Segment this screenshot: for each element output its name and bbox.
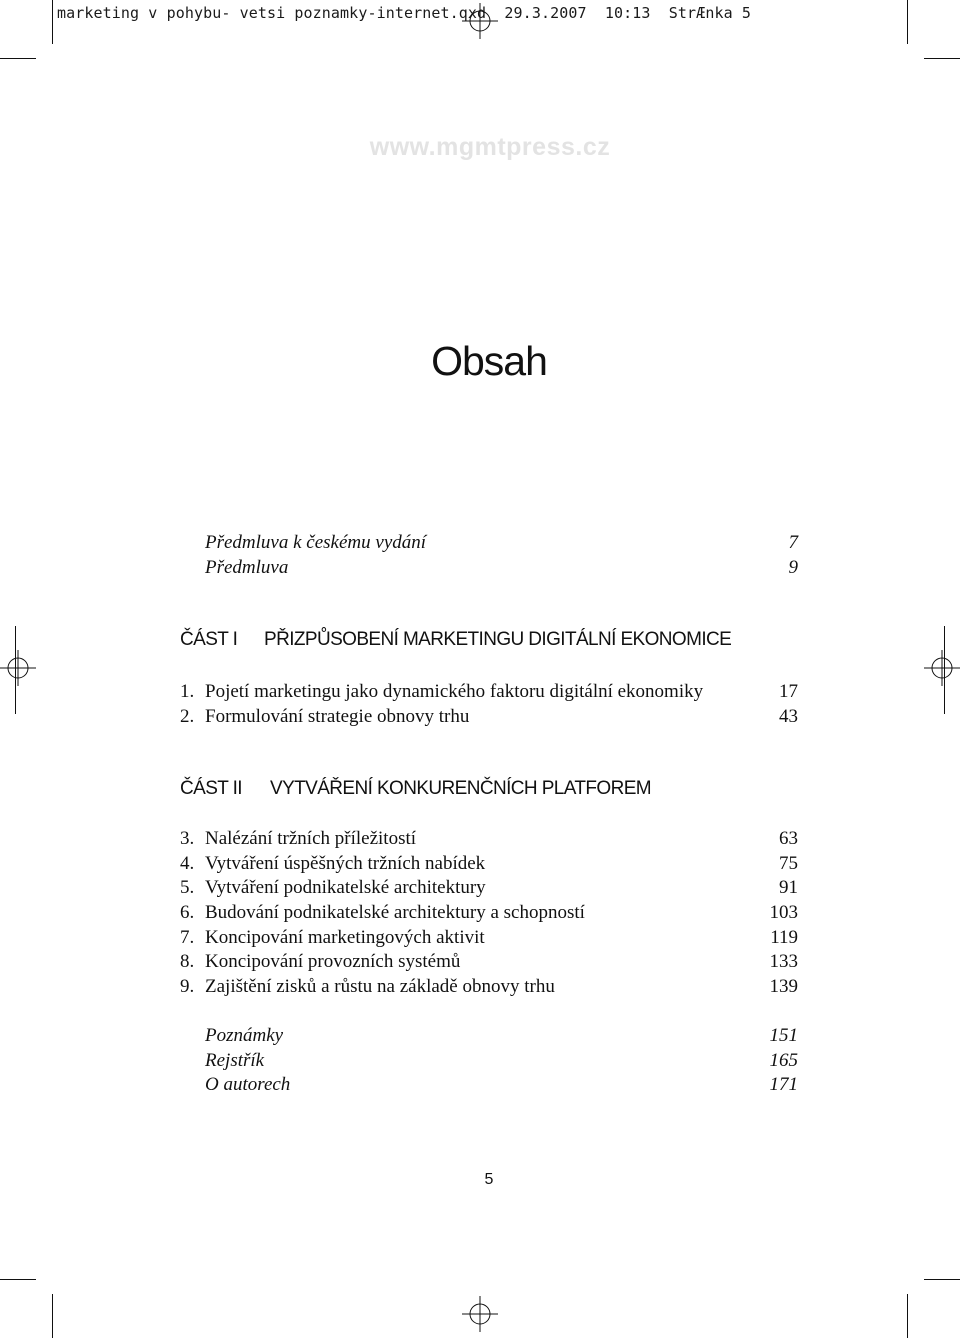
crop-mark [0,58,36,59]
toc-chapter-item [180,926,798,950]
chapter-label: Zajištění zisků a růstu na základě obnovy trhu [205,976,555,997]
slug-time: 10:13 [604,4,651,22]
toc-chapter-item [180,975,798,999]
chapter-page: 17 [779,681,798,702]
part-label: ČÁST I [180,629,238,650]
chapter-page: 103 [769,902,798,923]
registration-mark-icon [924,650,960,686]
registration-mark-icon [0,650,36,686]
chapter-label: Vytváření podnikatelské architektury [205,877,486,898]
toc-back-item [180,1073,798,1097]
toc-chapter-item [180,876,798,900]
watermark-url: www.mgmtpress.cz [369,133,611,161]
page-title: Obsah [431,338,547,384]
toc-item-label: Poznámky [205,1025,284,1046]
toc-item-page: 151 [769,1025,798,1046]
chapter-number: 4. [180,853,195,874]
chapter-number: 7. [180,927,195,948]
crop-mark [907,1294,908,1338]
toc-chapter-item [180,950,798,974]
chapter-label: Pojetí marketingu jako dynamického faktoru digitální ekonomiky [205,681,704,702]
crop-mark [907,0,908,44]
toc-chapter-item [180,827,798,851]
toc-item-page: 171 [769,1074,798,1095]
chapter-page: 75 [779,853,798,874]
part-label: ČÁST II [180,778,242,799]
toc-item-page: 165 [769,1050,798,1071]
chapter-label: Formulování strategie obnovy trhu [205,706,470,727]
chapter-number: 6. [180,902,195,923]
chapter-label: Nalézání tržních příležitostí [205,828,417,849]
toc-back-item [180,1024,798,1048]
chapter-number: 8. [180,951,195,972]
toc-item-label: Předmluva [205,557,289,578]
crop-mark [924,1279,960,1280]
toc-back-item [180,1049,798,1073]
chapter-page: 91 [779,877,798,898]
chapter-label: Koncipování marketingových aktivit [205,927,485,948]
chapter-number: 2. [180,706,195,727]
slug-file: marketing v pohybu- vetsi poznamky-internet.qxd [57,4,487,22]
toc-front-item [180,556,798,580]
toc-chapter-item [180,852,798,876]
chapter-number: 9. [180,976,195,997]
chapter-label: Budování podnikatelské architektury a schopností [205,902,585,923]
registration-mark-icon [462,3,498,39]
toc-item-label: Předmluva k českému vydání [205,532,427,553]
crop-mark [0,1279,36,1280]
toc-item-label: O autorech [205,1074,291,1095]
part-title: VYTVÁŘENÍ KONKURENČNÍCH PLATFOREM [270,778,652,799]
toc-chapter-item [180,901,798,925]
crop-mark [944,626,945,714]
toc-front-item [180,531,798,555]
page-number: 5 [484,1171,494,1188]
slug-page: StrÆnka 5 [668,4,751,22]
toc-item-label: Rejstřík [205,1050,265,1071]
part-title: PŘIZPŮSOBENÍ MARKETINGU DIGITÁLNÍ EKONOMICE [264,629,732,650]
chapter-number: 3. [180,828,195,849]
chapter-page: 43 [779,706,798,727]
chapter-page: 63 [779,828,798,849]
toc-chapter-item [180,705,798,729]
registration-mark-icon [462,1296,498,1332]
chapter-number: 5. [180,877,195,898]
crop-mark [15,626,16,714]
toc-chapter-item [180,680,798,704]
slug-date: 29.3.2007 [504,4,587,22]
chapter-number: 1. [180,681,195,702]
toc-item-page: 9 [788,557,798,578]
crop-mark [924,58,960,59]
chapter-page: 139 [769,976,798,997]
chapter-label: Koncipování provozních systémů [205,951,461,972]
crop-mark [52,1294,53,1338]
chapter-page: 119 [770,927,798,948]
print-slug [57,4,751,22]
crop-mark [52,0,53,44]
toc-item-page: 7 [788,532,798,553]
chapter-label: Vytváření úspěšných tržních nabídek [205,853,486,874]
chapter-page: 133 [769,951,798,972]
